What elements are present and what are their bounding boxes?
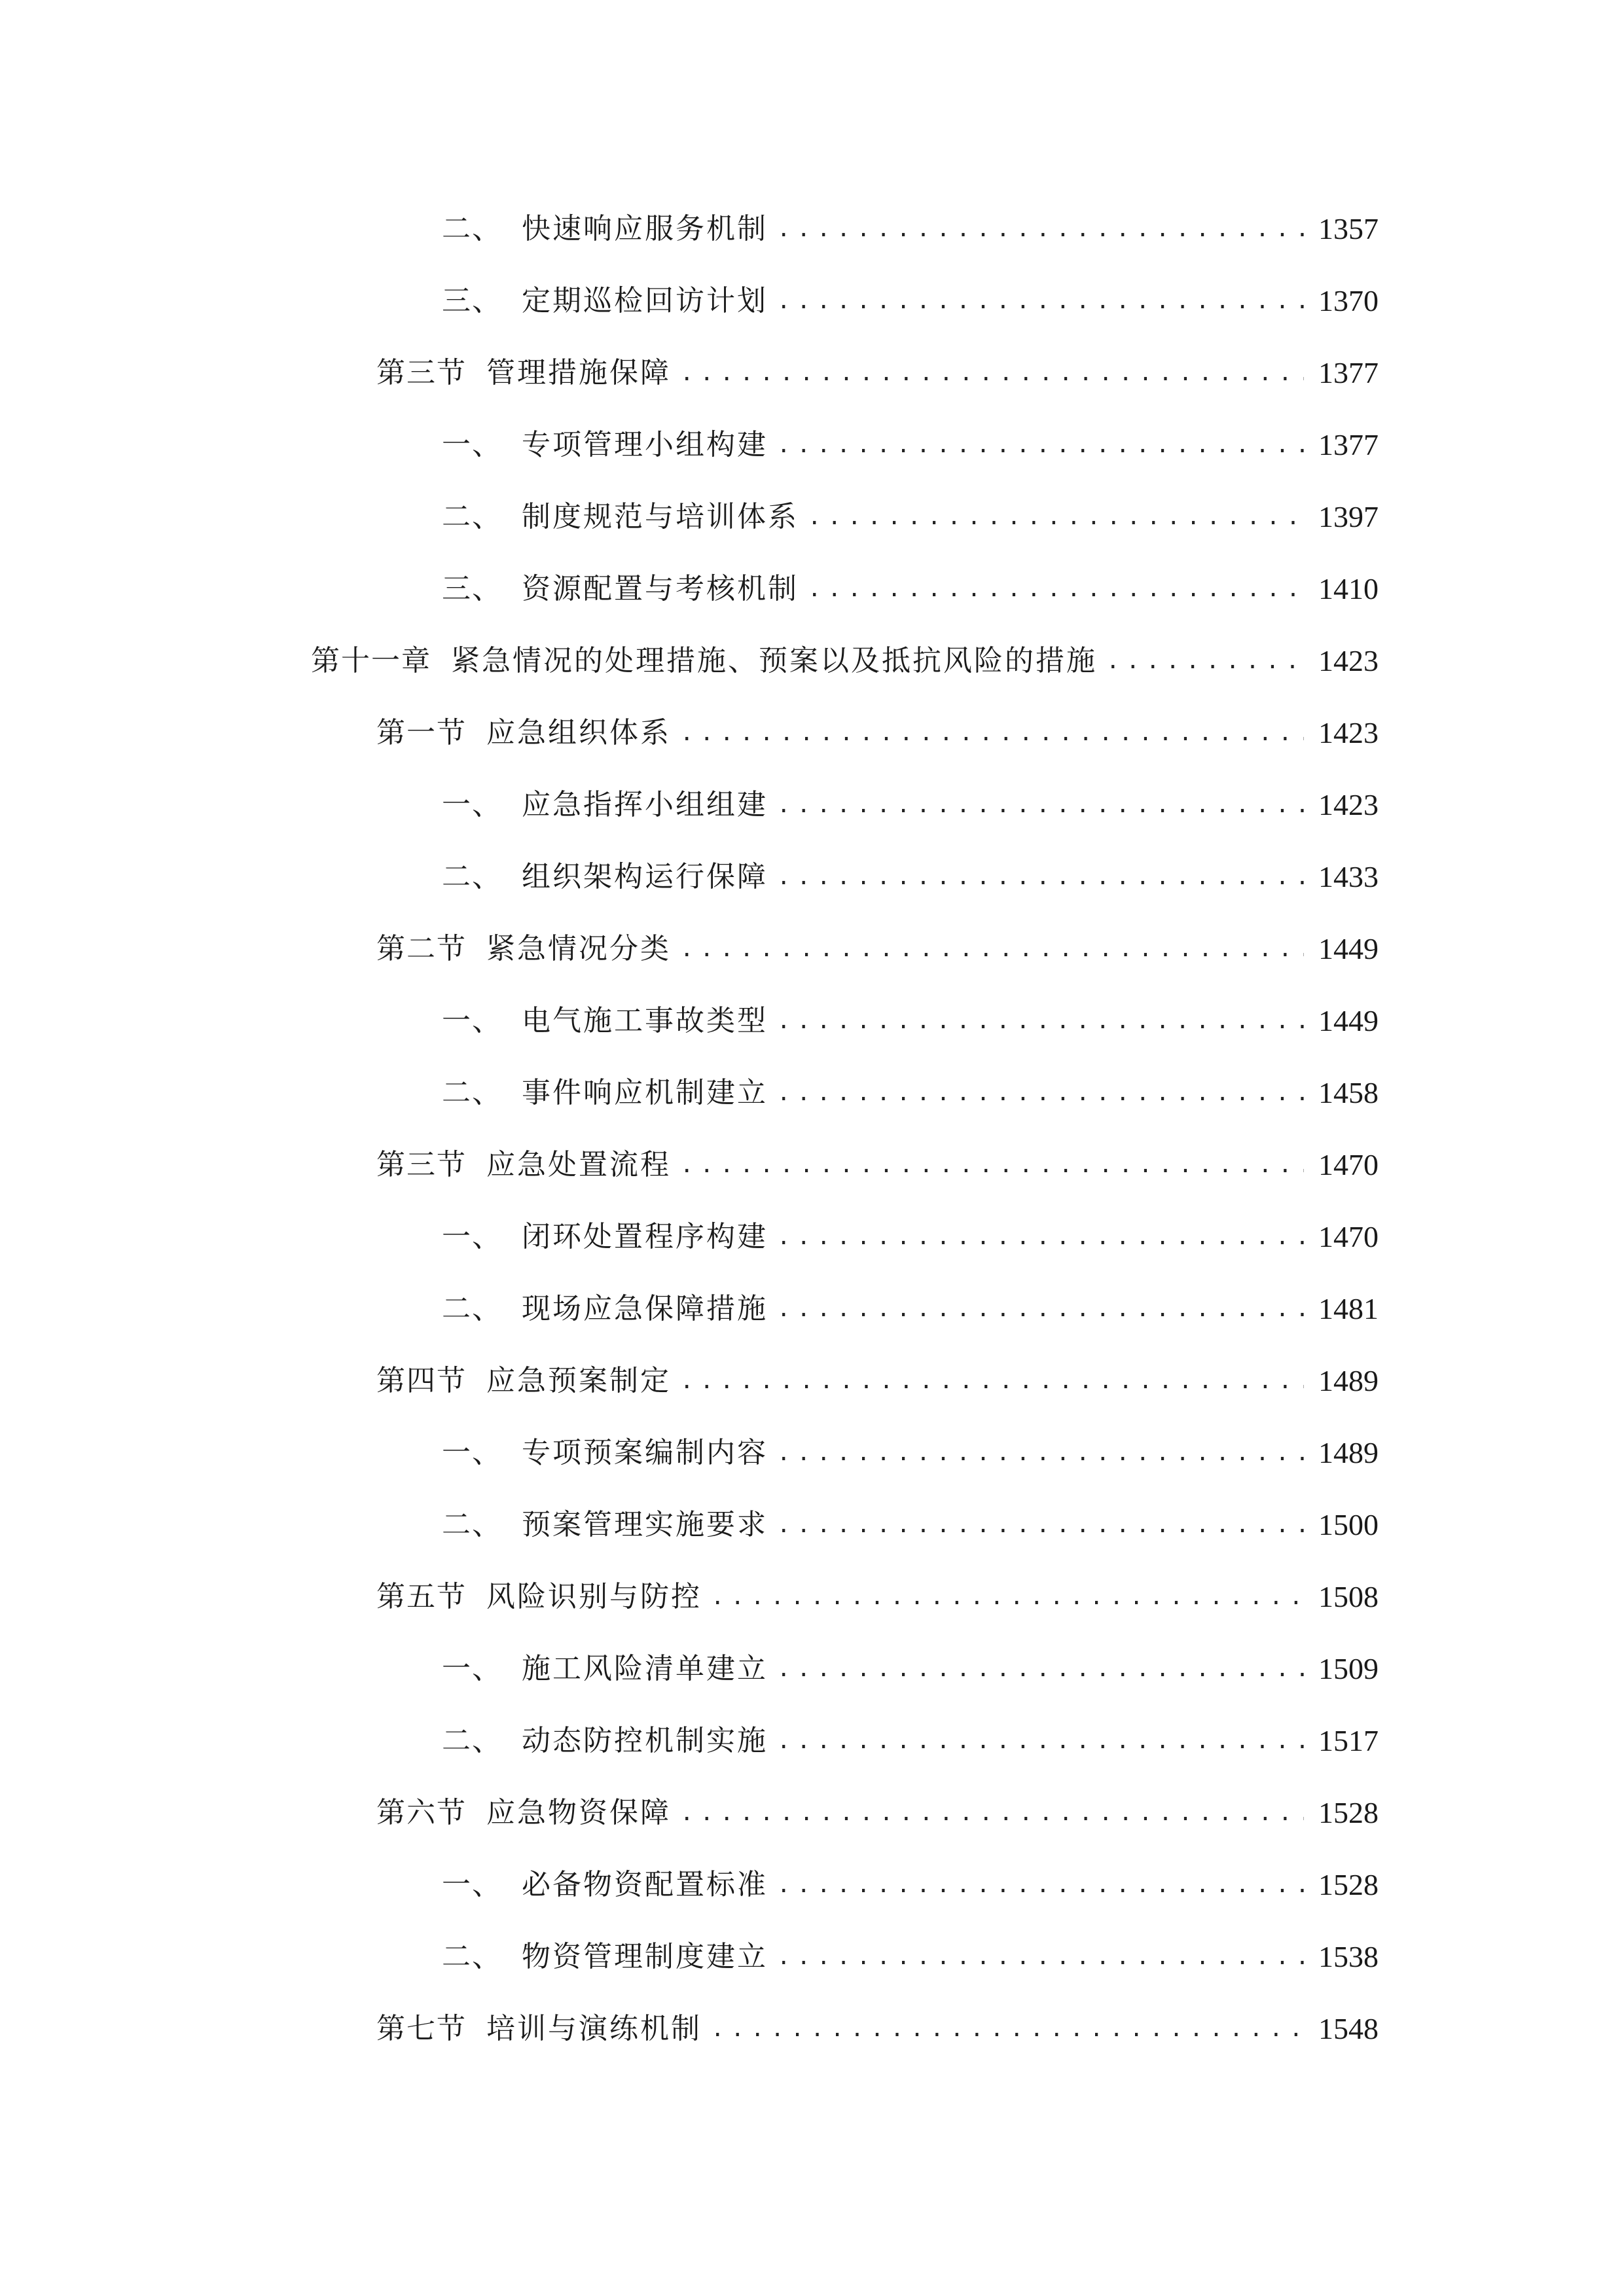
toc-entry-number: 一、 (442, 1220, 502, 1253)
toc-entry-title: 专项管理小组构建 (522, 428, 768, 461)
toc-entry-number: 一、 (442, 1868, 502, 1901)
toc-entry-page-number: 1357 (1318, 212, 1379, 245)
toc-entry-title: 风险识别与防控 (486, 1580, 702, 1613)
toc-entry-page-number: 1410 (1318, 572, 1379, 605)
toc-entry-page-number: 1528 (1318, 1796, 1379, 1829)
toc-entry-line (442, 985, 1379, 1057)
toc-entry-page-number: 1433 (1318, 860, 1379, 893)
toc-entry-line (442, 1273, 1379, 1345)
toc-entry-page-number: 1517 (1318, 1724, 1379, 1757)
table-of-contents (0, 193, 1624, 2065)
toc-entry-line (442, 1849, 1379, 1921)
toc-entry-number: 二、 (442, 500, 502, 533)
toc-entry-page-number: 1548 (1318, 2012, 1379, 2045)
toc-entry-title: 现场应急保障措施 (522, 1292, 768, 1325)
toc-entry[interactable] (0, 913, 1624, 985)
toc-entry-line (442, 1201, 1379, 1273)
toc-entry-title: 应急预案制定 (486, 1364, 671, 1397)
toc-entry-number: 二、 (442, 1076, 502, 1109)
toc-entry[interactable] (0, 1777, 1624, 1849)
toc-entry-title: 应急指挥小组组建 (522, 788, 768, 821)
toc-entry[interactable] (0, 697, 1624, 769)
toc-dot-leader (777, 1082, 1304, 1104)
toc-entry-number: 一、 (442, 1652, 502, 1685)
toc-entry-page-number: 1423 (1318, 788, 1379, 821)
toc-entry[interactable] (0, 625, 1624, 697)
toc-entry-page-number: 1489 (1318, 1364, 1379, 1397)
toc-dot-leader (777, 866, 1304, 888)
toc-entry[interactable] (0, 409, 1624, 481)
toc-entry-title: 定期巡检回访计划 (522, 284, 768, 317)
toc-entry-title: 紧急情况分类 (486, 932, 671, 965)
toc-entry-page-number: 1509 (1318, 1652, 1379, 1685)
toc-entry-page-number: 1397 (1318, 500, 1379, 533)
toc-entry[interactable] (0, 193, 1624, 265)
toc-dot-leader (777, 1298, 1304, 1320)
toc-entry[interactable] (0, 1849, 1624, 1921)
toc-entry[interactable] (0, 1561, 1624, 1633)
toc-entry-number: 第二节 (376, 932, 467, 965)
toc-entry-number: 二、 (442, 860, 502, 893)
toc-dot-leader (680, 1154, 1304, 1176)
toc-entry-line (442, 193, 1379, 265)
toc-dot-leader (777, 1010, 1304, 1032)
toc-dot-leader (1106, 650, 1304, 672)
toc-entry-title: 专项预案编制内容 (522, 1436, 768, 1469)
toc-dot-leader (711, 1586, 1304, 1608)
toc-entry-line (376, 1777, 1379, 1849)
toc-entry[interactable] (0, 841, 1624, 913)
toc-dot-leader (680, 722, 1304, 744)
toc-entry-number: 第一节 (376, 716, 467, 749)
toc-entry-title: 电气施工事故类型 (522, 1004, 768, 1037)
toc-entry-page-number: 1481 (1318, 1292, 1379, 1325)
toc-entry-number: 第五节 (376, 1580, 467, 1613)
toc-entry-number: 第七节 (376, 2012, 467, 2045)
toc-entry[interactable] (0, 337, 1624, 409)
toc-entry-line (376, 1129, 1379, 1201)
toc-entry-title: 培训与演练机制 (486, 2012, 702, 2045)
toc-entry[interactable] (0, 1273, 1624, 1345)
toc-entry-number: 第三节 (376, 356, 467, 389)
toc-entry-page-number: 1538 (1318, 1940, 1379, 1973)
toc-dot-leader (777, 794, 1304, 816)
toc-entry-number: 第四节 (376, 1364, 467, 1397)
toc-entry-title: 预案管理实施要求 (522, 1508, 768, 1541)
toc-entry-line (442, 1705, 1379, 1777)
toc-entry-line (442, 265, 1379, 337)
toc-entry-page-number: 1489 (1318, 1436, 1379, 1469)
toc-entry-line (442, 769, 1379, 841)
toc-dot-leader (777, 1874, 1304, 1896)
toc-entry-line (442, 1921, 1379, 1993)
toc-entry-title: 应急物资保障 (486, 1796, 671, 1829)
toc-entry-page-number: 1458 (1318, 1076, 1379, 1109)
toc-entry-page-number: 1470 (1318, 1148, 1379, 1181)
toc-entry-number: 二、 (442, 1508, 502, 1541)
toc-entry-title: 事件响应机制建立 (522, 1076, 768, 1109)
toc-entry-line (376, 337, 1379, 409)
toc-dot-leader (777, 218, 1304, 240)
toc-entry[interactable] (0, 1345, 1624, 1417)
toc-entry-title: 应急处置流程 (486, 1148, 671, 1181)
toc-entry-title: 必备物资配置标准 (522, 1868, 768, 1901)
toc-entry-title: 制度规范与培训体系 (522, 500, 799, 533)
toc-dot-leader (777, 434, 1304, 456)
toc-dot-leader (777, 1946, 1304, 1968)
toc-entry-title: 施工风险清单建立 (522, 1652, 768, 1685)
toc-entry[interactable] (0, 1633, 1624, 1705)
toc-entry[interactable] (0, 1705, 1624, 1777)
toc-entry-number: 三、 (442, 572, 502, 605)
toc-entry-title: 闭环处置程序构建 (522, 1220, 768, 1253)
toc-entry-title: 紧急情况的处理措施、预案以及抵抗风险的措施 (451, 644, 1097, 677)
toc-entry-line (442, 1417, 1379, 1489)
toc-entry-number: 一、 (442, 1436, 502, 1469)
toc-entry[interactable] (0, 1129, 1624, 1201)
toc-entry-page-number: 1449 (1318, 1004, 1379, 1037)
toc-entry-line (442, 553, 1379, 625)
toc-entry-line (376, 1993, 1379, 2065)
toc-entry[interactable] (0, 985, 1624, 1057)
toc-entry-page-number: 1423 (1318, 644, 1379, 677)
toc-entry-page-number: 1377 (1318, 428, 1379, 461)
toc-entry-line (442, 841, 1379, 913)
toc-entry-title: 物资管理制度建立 (522, 1940, 768, 1973)
toc-entry-line (442, 481, 1379, 553)
toc-entry[interactable] (0, 1921, 1624, 1993)
toc-entry-page-number: 1377 (1318, 356, 1379, 389)
toc-dot-leader (777, 1658, 1304, 1680)
toc-dot-leader (680, 1370, 1304, 1392)
toc-dot-leader (808, 578, 1304, 600)
toc-entry-title: 应急组织体系 (486, 716, 671, 749)
toc-entry-page-number: 1449 (1318, 932, 1379, 965)
toc-entry-number: 二、 (442, 212, 502, 245)
toc-entry-title: 管理措施保障 (486, 356, 671, 389)
toc-entry-line (376, 1345, 1379, 1417)
toc-entry-page-number: 1508 (1318, 1580, 1379, 1613)
toc-entry-line (442, 1489, 1379, 1561)
toc-entry-title: 动态防控机制实施 (522, 1724, 768, 1757)
toc-entry-line (311, 625, 1379, 697)
toc-entry[interactable] (0, 1057, 1624, 1129)
toc-entry[interactable] (0, 553, 1624, 625)
toc-entry-number: 一、 (442, 788, 502, 821)
toc-entry[interactable] (0, 265, 1624, 337)
toc-entry-title: 快速响应服务机制 (522, 212, 768, 245)
toc-entry[interactable] (0, 1993, 1624, 2065)
toc-dot-leader (808, 506, 1304, 528)
toc-entry-title: 资源配置与考核机制 (522, 572, 799, 605)
toc-entry[interactable] (0, 1489, 1624, 1561)
toc-entry-number: 二、 (442, 1724, 502, 1757)
toc-dot-leader (777, 1226, 1304, 1248)
toc-dot-leader (680, 1802, 1304, 1824)
toc-entry-number: 一、 (442, 1004, 502, 1037)
toc-entry[interactable] (0, 1201, 1624, 1273)
toc-dot-leader (680, 938, 1304, 960)
toc-entry-line (376, 913, 1379, 985)
toc-entry-line (442, 1633, 1379, 1705)
toc-dot-leader (777, 1514, 1304, 1536)
toc-entry-line (376, 1561, 1379, 1633)
toc-entry-number: 三、 (442, 284, 502, 317)
toc-entry-number: 二、 (442, 1292, 502, 1325)
toc-dot-leader (777, 290, 1304, 312)
toc-dot-leader (711, 2018, 1304, 2040)
toc-entry-number: 第十一章 (311, 644, 431, 677)
toc-entry-number: 二、 (442, 1940, 502, 1973)
toc-entry-number: 第六节 (376, 1796, 467, 1829)
toc-entry-page-number: 1528 (1318, 1868, 1379, 1901)
toc-entry-page-number: 1423 (1318, 716, 1379, 749)
toc-entry-line (376, 697, 1379, 769)
toc-entry[interactable] (0, 1417, 1624, 1489)
toc-entry-line (442, 409, 1379, 481)
toc-entry-title: 组织架构运行保障 (522, 860, 768, 893)
toc-dot-leader (680, 362, 1304, 384)
toc-dot-leader (777, 1442, 1304, 1464)
toc-entry-number: 第三节 (376, 1148, 467, 1181)
toc-entry-page-number: 1470 (1318, 1220, 1379, 1253)
toc-entry-page-number: 1500 (1318, 1508, 1379, 1541)
toc-dot-leader (777, 1730, 1304, 1752)
toc-entry-line (442, 1057, 1379, 1129)
toc-entry[interactable] (0, 481, 1624, 553)
toc-entry-number: 一、 (442, 428, 502, 461)
toc-entry-page-number: 1370 (1318, 284, 1379, 317)
toc-entry[interactable] (0, 769, 1624, 841)
